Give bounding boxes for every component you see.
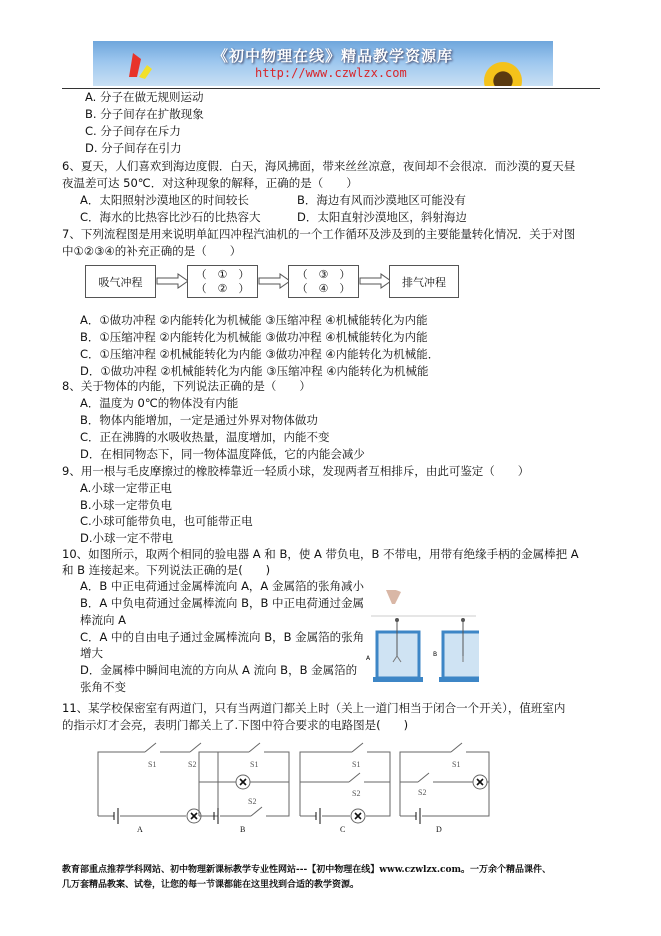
q10-option-c-cont: 增大 xyxy=(80,646,103,660)
flow-exhaust-label: 排气冲程 xyxy=(402,275,446,289)
q8-option-a: A．温度为 0℃的物体没有内能 xyxy=(80,396,239,410)
circuit-diagrams xyxy=(90,740,510,835)
q6-stem-line1: 6、夏天，人们喜欢到海边度假．白天，海风拂面，带来丝丝凉意，夜间却不会很凉．而沙漠的夏天昼 xyxy=(62,159,576,173)
q8-option-b: B．物体内能增加，一定是通过外界对物体做功 xyxy=(80,413,318,427)
q10-option-b: B．A 中负电荷通过金属棒流向 B，B 中正电荷通过金属 xyxy=(80,596,364,610)
q10-option-a: A．B 中正电荷通过金属棒流向 A，A 金属箔的张角减小 xyxy=(80,579,364,593)
q6-option-c: C．海水的比热容比沙石的比热容大 xyxy=(80,210,261,224)
lamp-icon xyxy=(351,809,365,823)
flow-blank-1: （ ① ） xyxy=(195,267,250,281)
circuit-b xyxy=(199,743,289,834)
q7-option-d: D．①做功冲程 ②机械能转化为内能 ③压缩冲程 ④内能转化为机械能 xyxy=(80,364,429,378)
q9-option-d: D.小球一定不带电 xyxy=(80,531,174,545)
circuit-label-c: C xyxy=(340,825,346,834)
q7-option-b: B．①压缩冲程 ②内能转化为机械能 ③做功冲程 ④机械能转化为内能 xyxy=(80,330,428,344)
flow-box-12 xyxy=(187,265,258,298)
circuit-a xyxy=(98,743,218,834)
flow-arrow-icon xyxy=(258,273,291,289)
q9-option-a: A.小球一定带正电 xyxy=(80,481,172,495)
q10-option-d: D．金属棒中瞬间电流的方向从 A 流向 B，B 金属箔的 xyxy=(80,663,358,677)
q8-stem: 8、关于物体的内能，下列说法正确的是（ ） xyxy=(62,379,311,393)
sunflower-image xyxy=(481,59,525,86)
flow-blank-3: （ ③ ） xyxy=(296,267,351,281)
q6-stem-line2: 夜温差可达 50℃．对这种现象的解释，正确的是（ ） xyxy=(62,176,358,190)
q5-option-c: C. 分子间存在斥力 xyxy=(85,124,181,138)
switch-label-s1: S1 xyxy=(352,760,361,769)
flow-box-34 xyxy=(288,265,359,298)
q9-option-b: B.小球一定带负电 xyxy=(80,498,173,512)
q7-option-a: A．①做功冲程 ②内能转化为机械能 ③压缩冲程 ④机械能转化为内能 xyxy=(80,313,428,327)
flow-box-exhaust xyxy=(389,265,459,298)
circuit-c xyxy=(300,743,390,834)
q11-stem-line1: 11、某学校保密室有两道门，只有当两道门都关上时（关上一道门相当于闭合一个开关），值班室内 xyxy=(62,701,566,715)
q10-option-c: C．A 中的自由电子通过金属棒流向 B，B 金属箔的张角 xyxy=(80,630,365,644)
flow-intake-label: 吸气冲程 xyxy=(98,275,143,289)
banner-title: 《初中物理在线》精品教学资源库 xyxy=(213,47,454,65)
q8-option-c: C．正在沸腾的水吸收热量，温度增加，内能不变 xyxy=(80,430,330,444)
switch-label-s2: S2 xyxy=(418,788,427,797)
q9-stem: 9、用一根与毛皮摩擦过的橡胶棒靠近一轻质小球，发现两者互相排斥，由此可鉴定（ ） xyxy=(62,464,530,478)
banner-url[interactable]: http://www.czwlzx.com xyxy=(255,66,407,80)
q6-option-d: D．太阳直射沙漠地区，斜射海边 xyxy=(297,210,467,224)
q11-stem-line2: 的指示灯才会亮，表明门都关上了.下图中符合要求的电路图是( ) xyxy=(62,718,409,732)
circuit-label-a: A xyxy=(137,825,143,834)
flow-blank-4: （ ④ ） xyxy=(296,281,351,295)
q7-option-c: C．①压缩冲程 ②机械能转化为内能 ③做功冲程 ④内能转化为机械能． xyxy=(80,347,440,361)
switch-label-s2: S2 xyxy=(188,760,197,769)
q10-stem-line1: 10、如图所示，取两个相同的验电器 A 和 B，使 A 带负电，B 不带电，用带有绝缘手柄的金属棒把 A xyxy=(62,547,579,561)
q10-option-d-cont: 张角不变 xyxy=(80,680,126,694)
q5-option-d: D. 分子间存在引力 xyxy=(85,141,182,155)
footer-line1: 教育部重点推荐学科网站、初中物理新课标教学专业性网站---【初中物理在线】www.czwlzx.com。一万余个精品课件、 xyxy=(62,865,552,875)
q10-stem-line2: 和 B 连接起来。下列说法正确的是( ) xyxy=(62,563,271,577)
footer-line2: 几万套精品教案、试卷，让您的每一节课都能在这里找到合适的教学资源。 xyxy=(62,880,360,890)
electroscope-label-b: B xyxy=(433,651,438,658)
q7-stem-line1: 7、下列流程图是用来说明单缸四冲程汽油机的一个工作循环及涉及到的主要能量转化情况．关于对图 xyxy=(62,227,576,241)
flow-arrow-icon xyxy=(156,273,189,289)
flow-blank-2: （ ② ） xyxy=(195,281,250,295)
switch-label-s2: S2 xyxy=(248,797,257,806)
q6-option-b: B．海边有风而沙漠地区可能没有 xyxy=(297,193,466,207)
site-logo xyxy=(125,51,155,81)
q5-option-a: A. 分子在做无规则运动 xyxy=(85,90,204,104)
flow-arrow-icon xyxy=(359,273,392,289)
lamp-icon xyxy=(473,775,487,789)
q7-stem-line2: 中①②③④的补充正确的是（ ） xyxy=(62,244,242,258)
q10-option-b-cont: 棒流向 A xyxy=(80,613,127,627)
circuit-d xyxy=(400,743,489,834)
switch-label-s1: S1 xyxy=(250,760,259,769)
switch-label-s1: S1 xyxy=(148,760,157,769)
switch-label-s1: S1 xyxy=(452,760,461,769)
q8-option-d: D．在相同物态下，同一物体温度降低，它的内能会减少 xyxy=(80,447,365,461)
switch-label-s2: S2 xyxy=(352,789,361,798)
electroscope-label-a: A xyxy=(366,655,371,662)
circuit-label-b: B xyxy=(240,825,246,834)
q5-option-b: B. 分子间存在扩散现象 xyxy=(85,107,204,121)
q6-option-a: A．太阳照射沙漠地区的时间较长 xyxy=(80,193,249,207)
flow-box-intake xyxy=(85,265,156,298)
header-banner xyxy=(93,41,553,86)
circuit-label-d: D xyxy=(436,825,442,834)
q9-option-c: C.小球可能带负电，也可能带正电 xyxy=(80,514,253,528)
electroscope-figure xyxy=(363,590,479,684)
lamp-icon xyxy=(236,775,250,789)
